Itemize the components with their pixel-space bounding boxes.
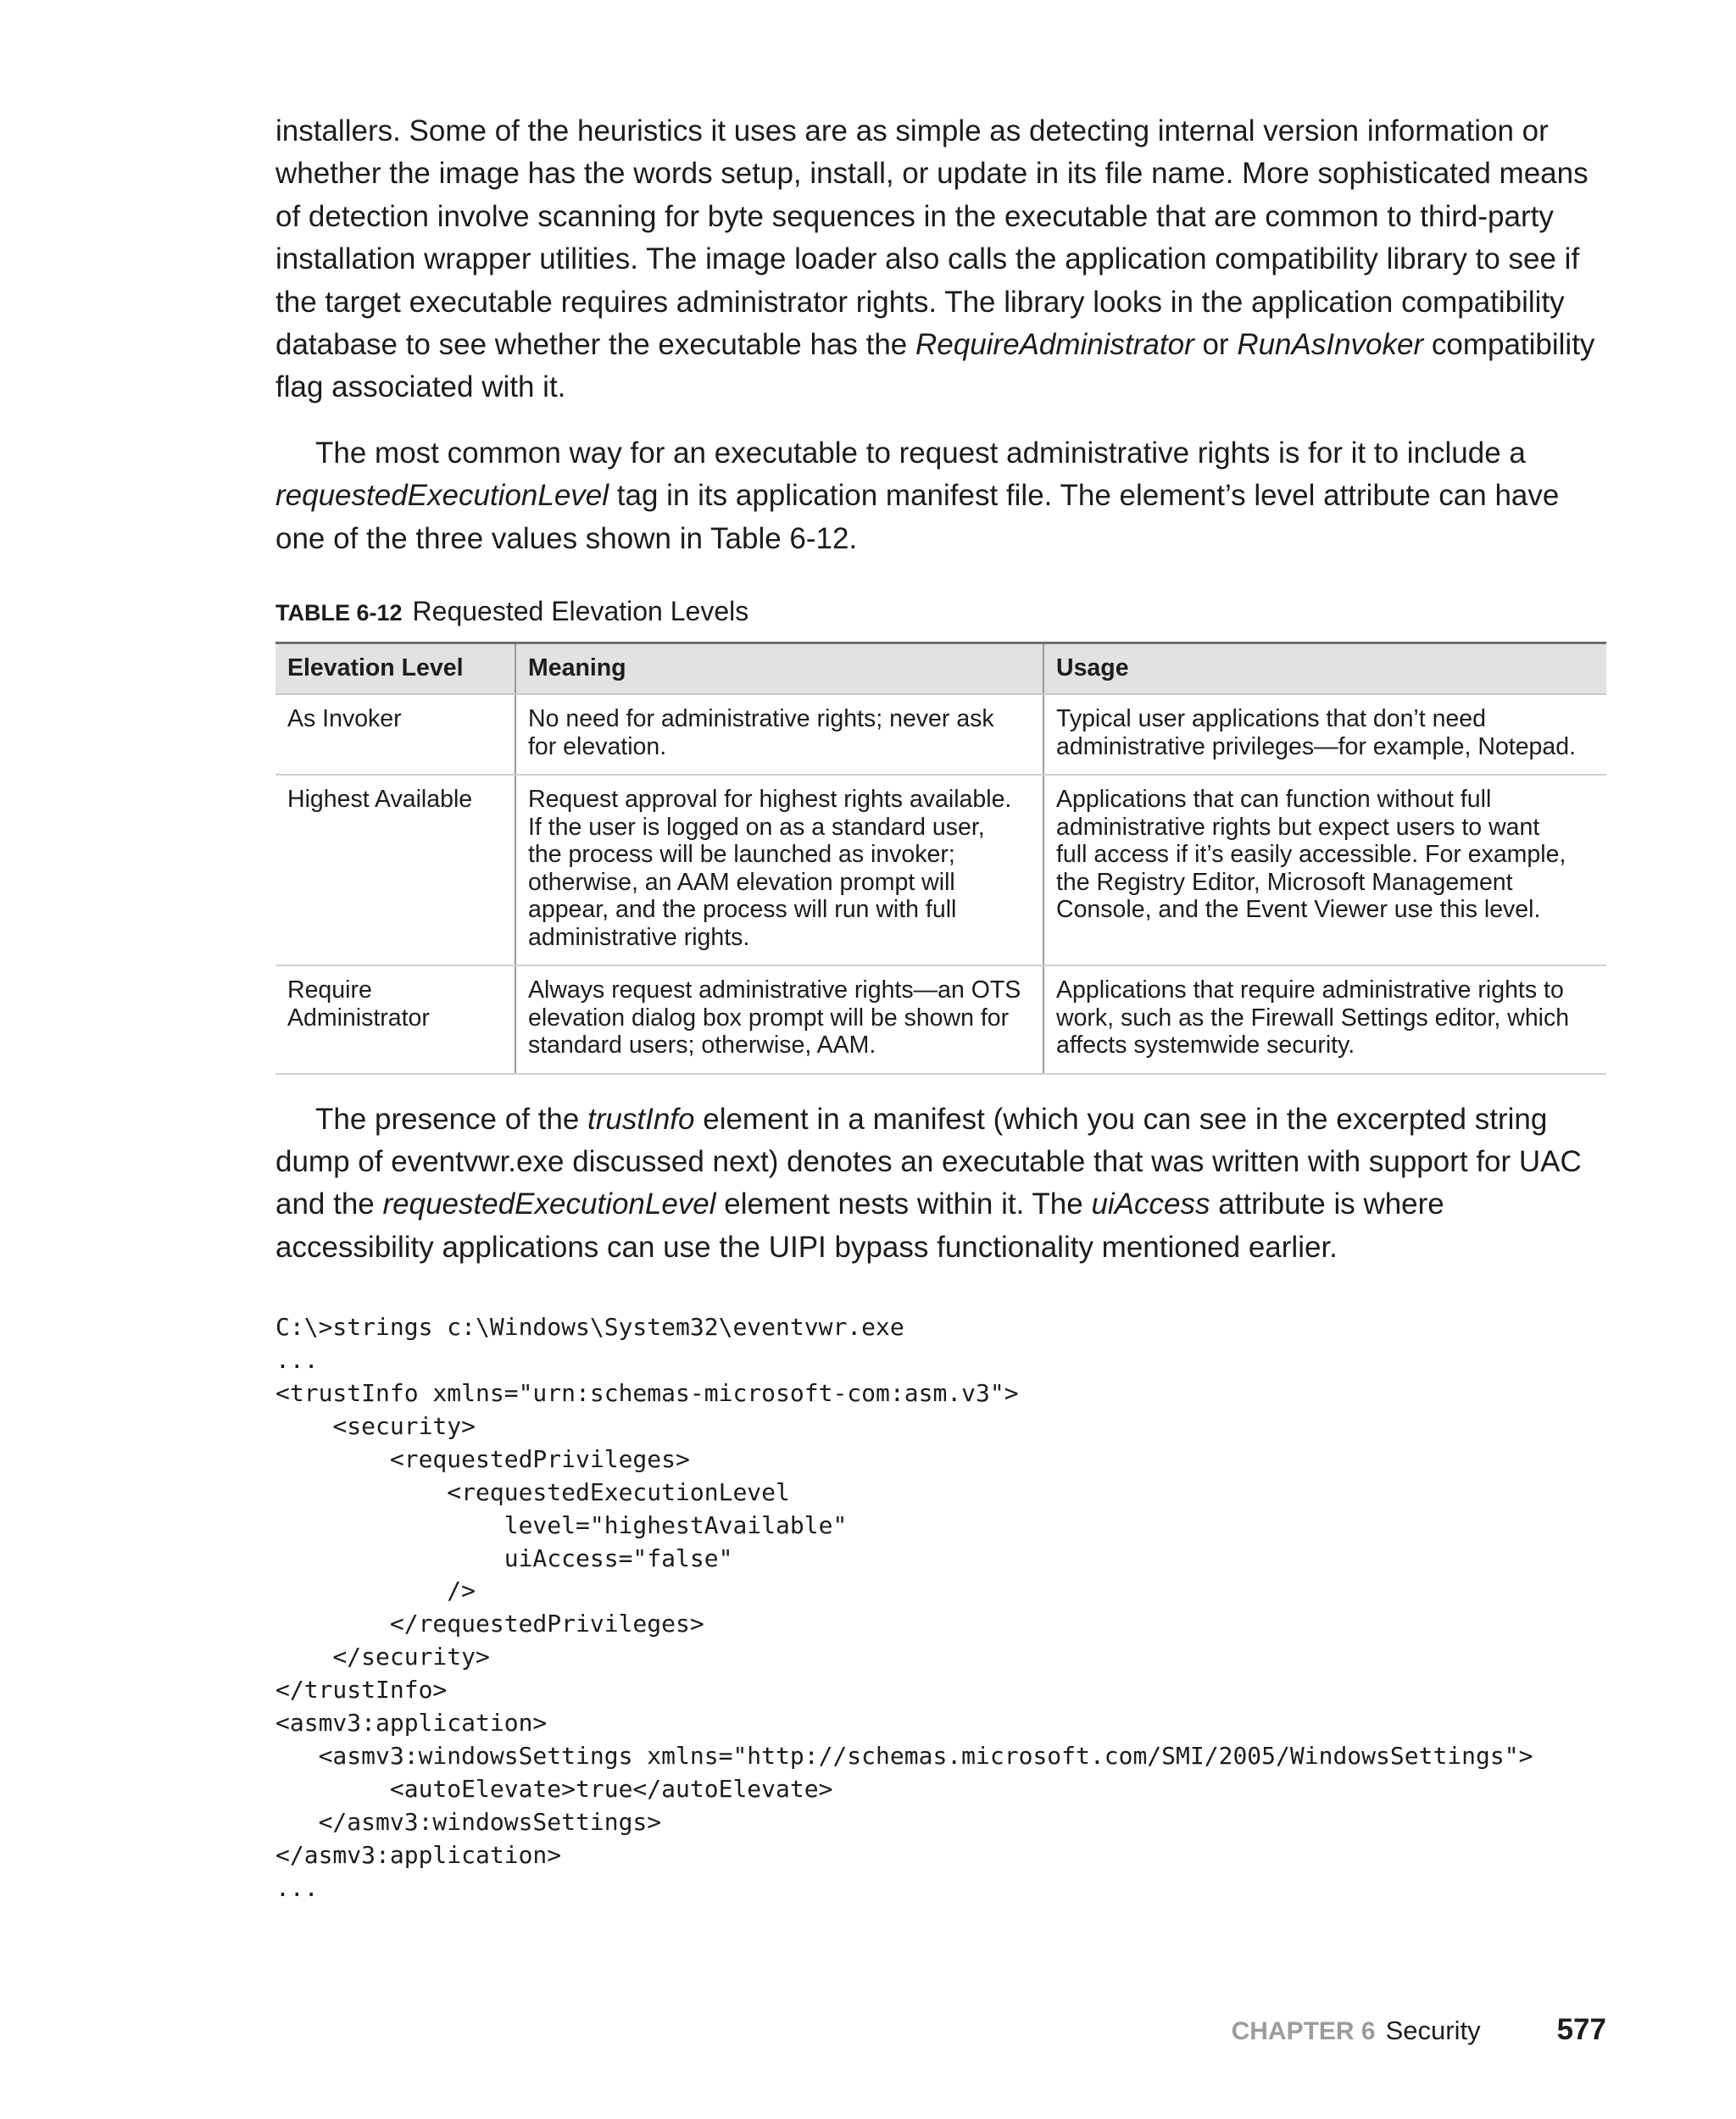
- table-cell: Require Administrator: [275, 965, 515, 1074]
- text-run: attribute is where accessibility applications can use the UIPI bypass functionality mentioned earlier.: [275, 1187, 1444, 1264]
- text-run: installers. Some of the heuristics it uses are as simple as detecting internal version information or whether the image has the words setup, install, or update in its file name. More sophisticated means of detection involve scanning for byte sequences in the executable that are common to third-party installation wrapper utilities. The image loader also calls the application compatibility library to see if the target executable requires administrator rights. The library looks in the application compatibility database to see whether the executable has the: [275, 114, 1589, 362]
- table-cell: Applications that can function without full administrative rights but expect users to want full access if it’s easily accessible. For example, the Registry Editor, Microsoft Management Console, and the Event Viewer use this level.: [1043, 775, 1606, 965]
- table-title: Requested Elevation Levels: [412, 596, 749, 627]
- table-number: TABLE 6-12: [275, 600, 403, 626]
- italic-term: requestedExecutionLevel: [275, 479, 609, 513]
- page-footer: [1232, 2013, 1606, 2049]
- table-row: [275, 965, 1606, 1074]
- table-row: [275, 775, 1606, 965]
- text-run: element nests within it. The: [715, 1187, 1092, 1221]
- page-content: [275, 110, 1606, 1905]
- text-run: or: [1194, 328, 1238, 362]
- elevation-levels-table: [275, 642, 1606, 1075]
- text-run: tag in its application manifest file. The element’s level attribute can have one of the three values shown in Table 6-12.: [275, 479, 1560, 555]
- table-cell: Highest Available: [275, 775, 515, 965]
- table-row: [275, 694, 1606, 775]
- column-header: Elevation Level: [275, 643, 515, 695]
- italic-term: RunAsInvoker: [1237, 328, 1424, 362]
- table-cell: No need for administrative rights; never ask for elevation.: [515, 694, 1043, 775]
- table-cell: Applications that require administrative rights to work, such as the Firewall Settings editor, which affects systemwide security.: [1043, 965, 1606, 1074]
- text-run: element in a manifest (which you can see in the excerpted string dump of eventvwr.exe discussed next) denotes an executable that was written with support for UAC and the: [275, 1102, 1582, 1221]
- body-paragraph: [275, 110, 1606, 409]
- body-paragraph: [275, 1098, 1606, 1270]
- italic-term: uiAccess: [1091, 1187, 1210, 1221]
- column-header: Usage: [1043, 643, 1606, 695]
- table-cell: Request approval for highest rights available. If the user is logged on as a standard user, the process will be launched as invoker; otherwise, an AAM elevation prompt will appear, and the process will run with full administrative rights.: [515, 775, 1043, 965]
- page-number: 577: [1556, 2013, 1606, 2046]
- text-run: compatibility flag associated with it.: [275, 328, 1595, 404]
- text-run: The most common way for an executable to request administrative rights is for it to include a: [315, 436, 1526, 470]
- footer-chapter: CHAPTER 6: [1231, 2017, 1376, 2045]
- italic-term: trustInfo: [587, 1102, 695, 1136]
- italic-term: RequireAdministrator: [915, 328, 1194, 362]
- table-cell: As Invoker: [275, 694, 515, 775]
- table-caption: [275, 594, 1606, 630]
- column-header: Meaning: [515, 643, 1043, 695]
- italic-term: requestedExecutionLevel: [382, 1187, 716, 1221]
- table-cell: Typical user applications that don’t need administrative privileges—for example, Notepad.: [1043, 694, 1606, 775]
- table-header-row: [275, 643, 1606, 695]
- code-listing: C:\>strings c:\Windows\System32\eventvwr.exe ... <trustInfo xmlns="urn:schemas-microsoft-com:asm.v3"> <security> <requestedPrivileges> <requestedExecutionLevel level="highestAvailable" uiAccess="false" /> </requestedPrivileges> </security> </trustInfo> <asmv3:application> <asmv3:windowsSettings xmlns="http://schemas.microsoft.com/SMI/2005/WindowsSettings"> <autoElevate>true</autoElevate> </asmv3:windowsSettings> </asmv3:application> ...: [275, 1313, 1533, 1902]
- footer-section: Security: [1385, 2016, 1481, 2045]
- text-run: The presence of the: [315, 1102, 588, 1136]
- table-cell: Always request administrative rights—an OTS elevation dialog box prompt will be shown for standard users; otherwise, AAM.: [515, 965, 1043, 1074]
- body-paragraph: [275, 432, 1606, 560]
